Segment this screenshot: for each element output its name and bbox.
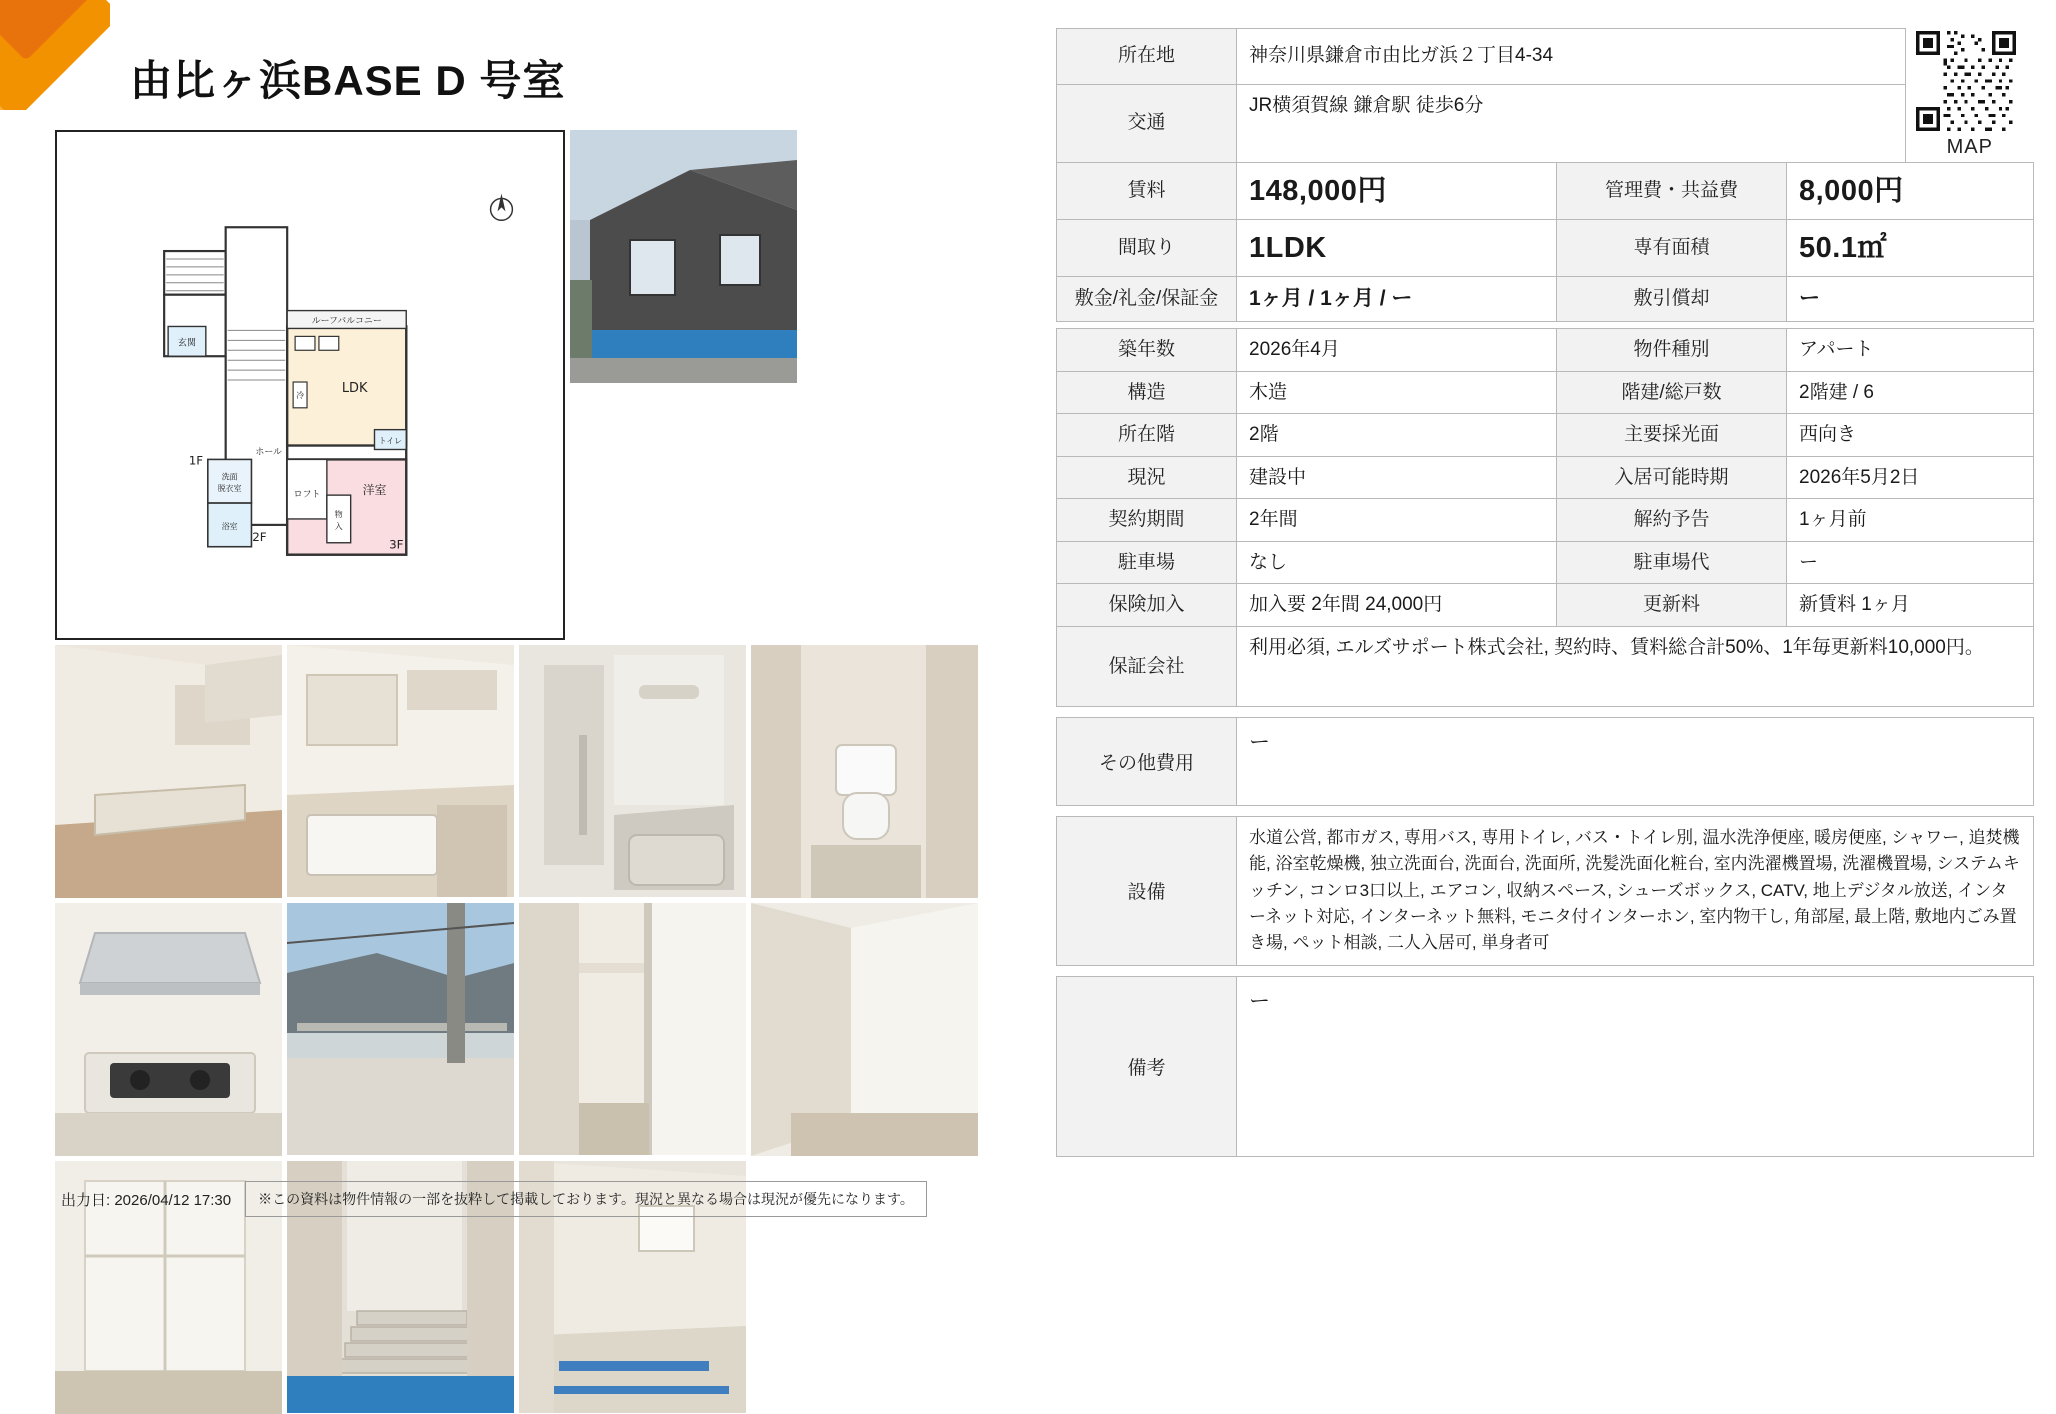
table-row-layout — [1057, 219, 2034, 276]
value-rent: 148,000円 — [1237, 162, 1557, 219]
value-structure: 木造 — [1237, 371, 1557, 414]
label-parking-fee: 駐車場代 — [1557, 541, 1787, 584]
label-renewal: 更新料 — [1557, 584, 1787, 627]
remarks-table — [1056, 976, 2034, 1157]
table-row-deposit — [1057, 276, 2034, 321]
value-shikibiki: ー — [1787, 276, 2034, 321]
value-floors: 2階建 / 6 — [1787, 371, 2034, 414]
value-cancel: 1ヶ月前 — [1787, 499, 2034, 542]
photo-kitchen-stove-hood — [55, 903, 282, 1156]
photo-bathroom-unit — [519, 645, 746, 897]
photo-hallway-door — [751, 903, 978, 1156]
value-renewal: 新賃料 1ヶ月 — [1787, 584, 2034, 627]
value-year: 2026年4月 — [1237, 329, 1557, 372]
footer — [55, 1181, 927, 1217]
label-address: 所在地 — [1057, 29, 1237, 85]
photo-exterior-building — [570, 130, 797, 383]
label-year: 築年数 — [1057, 329, 1237, 372]
label-equipment: 設備 — [1057, 816, 1237, 965]
table-row-other-cost — [1057, 717, 2034, 805]
label-floors: 階建/総戸数 — [1557, 371, 1787, 414]
value-guarantor: 利用必須, エルズサポート株式会社, 契約時、賃料総合計50%、1年毎更新料10,000円。 — [1237, 626, 2034, 706]
qr-code-cell — [1906, 29, 2034, 163]
table-row-address — [1057, 29, 2034, 85]
area-unit: ㎡ — [1857, 231, 1887, 264]
value-other-cost: ー — [1237, 717, 2034, 805]
svg-text:冷: 冷 — [296, 390, 305, 400]
svg-text:洋室: 洋室 — [362, 483, 387, 498]
photo-balcony-view — [287, 903, 514, 1155]
label-cancel: 解約予告 — [1557, 499, 1787, 542]
photo-toilet-room — [751, 645, 978, 898]
value-contract: 2年間 — [1237, 499, 1557, 542]
equipment-table — [1056, 816, 2034, 966]
svg-text:LDK: LDK — [341, 380, 368, 396]
photo-kitchen-counter — [287, 645, 514, 897]
label-deposit: 敷金/礼金/保証金 — [1057, 276, 1237, 321]
svg-text:物: 物 — [334, 509, 343, 519]
value-floor: 2階 — [1237, 414, 1557, 457]
label-type: 物件種別 — [1557, 329, 1787, 372]
svg-text:玄関: 玄関 — [178, 338, 196, 349]
disclaimer-note: ※この資料は物件情報の一部を抜粋して掲載しております。現況と異なる場合は現況が優先になります。 — [245, 1181, 927, 1217]
table-row-rent — [1057, 162, 2034, 219]
label-movein: 入居可能時期 — [1557, 456, 1787, 499]
label-access: 交通 — [1057, 84, 1237, 162]
label-rent: 賃料 — [1057, 162, 1237, 219]
table-row-equipment — [1057, 816, 2034, 965]
table-row-parking — [1057, 541, 2034, 584]
svg-text:ロフト: ロフト — [293, 490, 321, 501]
table-row-access — [1057, 84, 2034, 162]
label-layout: 間取り — [1057, 219, 1237, 276]
label-light: 主要採光面 — [1557, 414, 1787, 457]
value-admin-fee: 8,000円 — [1787, 162, 2034, 219]
other-cost-table — [1056, 717, 2034, 806]
value-equipment: 水道公営, 都市ガス, 専用バス, 専用トイレ, バス・トイレ別, 温水洗浄便座, 暖房便座, シャワー, 追焚機能, 浴室乾燥機, 独立洗面台, 洗面台, 洗面所, 洗髪洗面化粧台, 室内洗濯機置場, 洗濯機置場, システムキッチン, コンロ3口以上, エアコン, 収納スペース, シューズボックス, CATV, 地上デジタル放送, インターネット対応, インターネット無料, モニタ付インターホン, 室内物干し, 角部屋, 最上階, 敷地内ごみ置き場, ペット相談, 二人入居可, 単身者可 — [1237, 816, 2034, 965]
value-deposit: 1ヶ月 / 1ヶ月 / ー — [1237, 276, 1557, 321]
table-row-status — [1057, 456, 2034, 499]
svg-text:浴室: 浴室 — [221, 521, 238, 531]
right-column — [1044, 0, 2056, 1235]
value-status: 建設中 — [1237, 456, 1557, 499]
label-remarks: 備考 — [1057, 976, 1237, 1156]
table-row-structure — [1057, 371, 2034, 414]
qr-code[interactable] — [1916, 31, 2024, 162]
label-status: 現況 — [1057, 456, 1237, 499]
label-contract: 契約期間 — [1057, 499, 1237, 542]
table-row-remarks — [1057, 976, 2034, 1156]
label-area: 専有面積 — [1557, 219, 1787, 276]
property-specs-table — [1056, 328, 2034, 707]
svg-text:1F: 1F — [188, 453, 204, 468]
label-floor: 所在階 — [1057, 414, 1237, 457]
label-shikibiki: 敷引償却 — [1557, 276, 1787, 321]
area-number: 50.1 — [1799, 231, 1858, 264]
label-insurance: 保険加入 — [1057, 584, 1237, 627]
table-row-year — [1057, 329, 2034, 372]
svg-text:入: 入 — [334, 521, 343, 531]
table-row-contract — [1057, 499, 2034, 542]
value-area — [1787, 219, 2034, 276]
floorplan-image — [55, 130, 565, 640]
svg-text:2F: 2F — [252, 529, 267, 544]
qr-label: MAP — [1946, 135, 1993, 158]
label-other-cost: その他費用 — [1057, 717, 1237, 805]
table-row-insurance — [1057, 584, 2034, 627]
value-light: 西向き — [1787, 414, 2034, 457]
svg-text:ルーフバルコニー: ルーフバルコニー — [311, 316, 382, 327]
left-column — [0, 0, 1044, 1235]
label-admin-fee: 管理費・共益費 — [1557, 162, 1787, 219]
property-details-table — [1056, 28, 2034, 322]
value-movein: 2026年5月2日 — [1787, 456, 2034, 499]
value-layout: 1LDK — [1237, 219, 1557, 276]
photo-mosaic — [55, 130, 1025, 1414]
value-insurance: 加入要 2年間 24,000円 — [1237, 584, 1557, 627]
svg-text:脱衣室: 脱衣室 — [217, 484, 242, 494]
label-structure: 構造 — [1057, 371, 1237, 414]
photo-closet-storage — [519, 903, 746, 1155]
value-parking: なし — [1237, 541, 1557, 584]
label-parking: 駐車場 — [1057, 541, 1237, 584]
value-parking-fee: ー — [1787, 541, 2034, 584]
svg-text:トイレ: トイレ — [378, 436, 403, 446]
value-address: 神奈川県鎌倉市由比ガ浜２丁目4-34 — [1237, 29, 1906, 85]
table-row-floor — [1057, 414, 2034, 457]
page-title: 由比ヶ浜BASE D 号室 — [130, 57, 566, 104]
print-date: 出力日: 2026/04/12 17:30 — [61, 1191, 232, 1209]
value-remarks: ー — [1237, 976, 2034, 1156]
label-guarantor: 保証会社 — [1057, 626, 1237, 706]
photo-living-room-interior — [55, 645, 282, 898]
table-row-guarantor — [1057, 626, 2034, 706]
value-access: JR横須賀線 鎌倉駅 徒歩6分 — [1237, 84, 1906, 162]
svg-text:洗面: 洗面 — [221, 472, 238, 482]
value-type: アパート — [1787, 329, 2034, 372]
svg-text:3F: 3F — [389, 537, 404, 552]
svg-text:ホール: ホール — [255, 447, 282, 458]
